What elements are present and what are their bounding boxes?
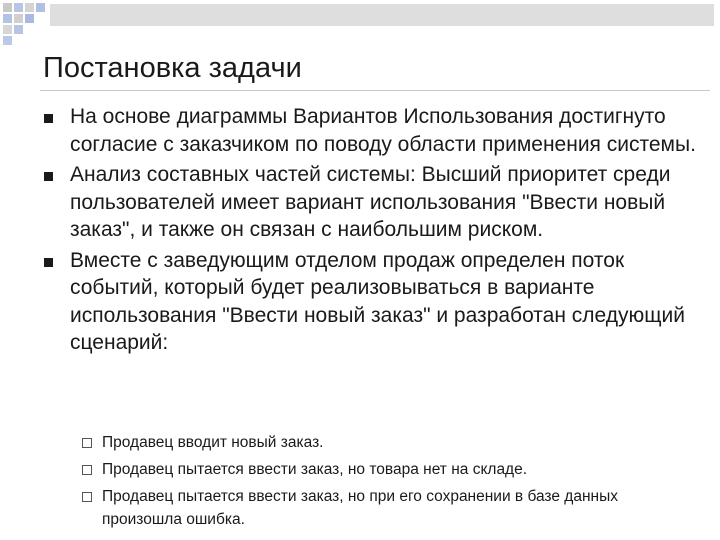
sub-bullet-item	[80, 458, 680, 481]
decor-square	[3, 36, 12, 45]
decor-square	[3, 3, 12, 12]
top-gray-bar	[50, 4, 714, 26]
decor-square	[14, 25, 23, 34]
sub-bullet-list	[80, 431, 680, 535]
decor-square	[25, 3, 34, 12]
sub-bullet-item	[80, 431, 680, 454]
sub-bullet-text: Продавец пытается ввести заказ, но товара нет на складе.	[102, 461, 528, 478]
corner-decoration	[0, 0, 720, 48]
bullet-text: Вместе с заведующим отделом продаж определен поток событий, который будет реализовываться в варианте использования "Ввести новый заказ" и разработан следующий сценарий:	[70, 248, 685, 354]
bullet-item	[44, 161, 704, 244]
hollow-square-bullet-icon	[82, 465, 92, 475]
square-bullet-icon	[44, 114, 53, 123]
bullet-text: На основе диаграммы Вариантов Использования достигнуто согласие с заказчиком по поводу области применения системы.	[70, 105, 696, 156]
sub-bullet-item	[80, 485, 680, 531]
decor-square	[14, 14, 23, 23]
bullet-item	[44, 103, 704, 158]
square-bullet-icon	[44, 172, 53, 181]
main-bullet-list	[44, 103, 704, 360]
bullet-text: Анализ составных частей системы: Высший приоритет среди пользователей имеет вариант использования "Ввести новый заказ", и также он связан с наибольшим риском.	[70, 163, 671, 241]
sub-bullet-text: Продавец пытается ввести заказ, но при его сохранении в базе данных произошла ошибка.	[102, 488, 618, 528]
bullet-item	[44, 247, 704, 357]
hollow-square-bullet-icon	[82, 438, 92, 448]
sub-bullet-text: Продавец вводит новый заказ.	[102, 434, 324, 451]
decor-square	[14, 3, 23, 12]
decor-square	[25, 14, 34, 23]
slide-title: Постановка задачи	[43, 52, 302, 84]
square-bullet-icon	[44, 258, 53, 267]
title-divider	[40, 90, 710, 91]
hollow-square-bullet-icon	[82, 492, 92, 502]
decor-square	[3, 25, 12, 34]
decor-square	[36, 3, 45, 12]
decor-square	[3, 14, 12, 23]
